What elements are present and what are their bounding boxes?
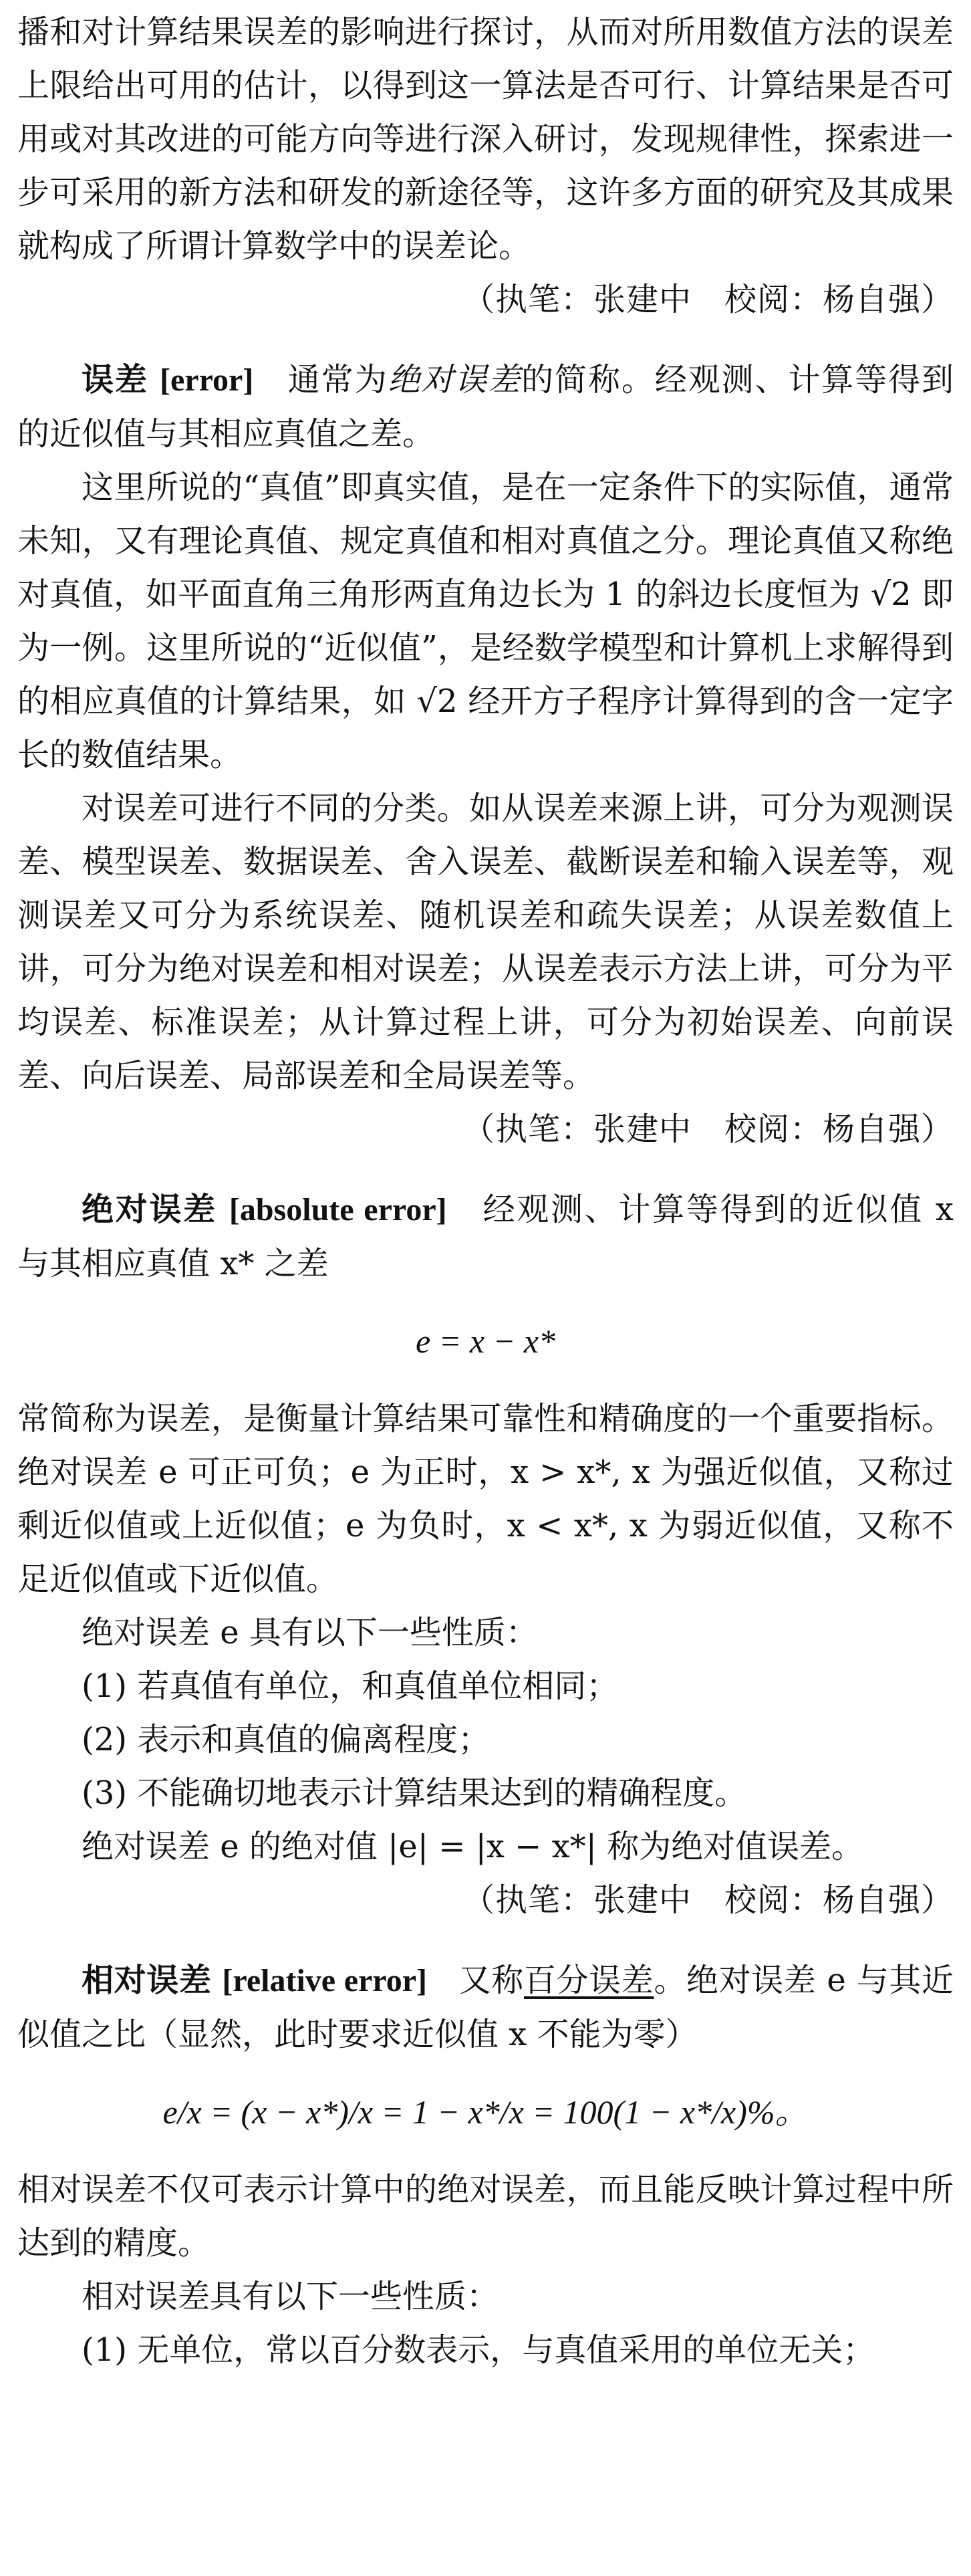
entry-absolute-prop-1: (1) 若真值有单位，和真值单位相同；	[82, 1667, 619, 1705]
entry-error-definition	[17, 353, 954, 461]
entry-absolute-props-intro: 绝对误差 e 具有以下一些性质：	[82, 1614, 538, 1651]
entry-relative-english: [relative error]	[222, 1963, 428, 1998]
entry-error-def-link: 绝对误差	[388, 361, 522, 398]
entry-absolute-prop-2: (2) 表示和真值的偏离程度；	[82, 1721, 491, 1758]
entry-error-def-prefix: 通常为	[287, 361, 388, 398]
entry-error-paragraph-3: 对误差可进行不同的分类。如从误差来源上讲，可分为观测误差、模型误差、数据误差、舍入误差、截断误差和输入误差等，观测误差又可分为系统误差、随机误差和疏失误差；从误差数值上讲，可分为绝对误差和相对误差；从误差表示方法上讲，可分为平均误差、标准误差；从计算过程上讲，可分为初始误差、向前误差、向后误差、局部误差和全局误差等。	[17, 790, 954, 1094]
entry-error-credit: （执笔：张建中 校阅：杨自强）	[462, 1110, 954, 1148]
entry-relative-def-link: 百分误差	[523, 1962, 654, 1999]
entry-relative-prop-1: (1) 无单位，常以百分数表示，与真值采用的单位无关；	[82, 2331, 875, 2369]
entry-relative-def-prefix: 又称	[458, 1962, 524, 1999]
entry-absolute-credit: （执笔：张建中 校阅：杨自强）	[462, 1881, 954, 1919]
intro-credit: （执笔：张建中 校阅：杨自强）	[462, 281, 954, 318]
entry-error-def-rest: 的简称。经观测、计算等得到的近似值与其相应真值之差。	[17, 361, 954, 453]
entry-relative-term: 相对误差	[82, 1962, 212, 1999]
entry-relative-def-rest: 。绝对误差 e 与其近似值之比（显然，此时要求近似值 x 不能为零）	[17, 1962, 954, 2053]
entry-absolute-last: 绝对误差 e 的绝对值 |e| = |x − x*| 称为绝对值误差。	[82, 1828, 864, 1865]
entry-relative-props-intro: 相对误差具有以下一些性质：	[82, 2278, 499, 2315]
entry-error-term: 误差	[82, 361, 148, 398]
entry-relative-definition	[17, 1954, 954, 2061]
entry-absolute-term: 绝对误差	[82, 1191, 217, 1228]
entry-absolute-def: 经观测、计算等得到的近似值 x 与其相应真值 x* 之差	[17, 1191, 954, 1282]
intro-paragraph: 播和对计算结果误差的影响进行探讨，从而对所用数值方法的误差上限给出可用的估计，以得到这一算法是否可行、计算结果是否可用或对其改进的可能方向等进行深入研讨，发现规律性，探索进一步可采用的新方法和研发的新途径等，这许多方面的研究及其成果就构成了所谓计算数学中的误差论。	[17, 13, 954, 265]
entry-absolute-prop-3: (3) 不能确切地表示计算结果达到的精确程度。	[82, 1774, 747, 1812]
entry-relative-paragraph-2: 相对误差不仅可表示计算中的绝对误差，而且能反映计算过程中所达到的精度。	[17, 2171, 954, 2262]
entry-absolute-equation: e = x − x*	[415, 1322, 556, 1360]
entry-error-english: [error]	[159, 362, 254, 398]
entry-absolute-paragraph-2: 常简称为误差，是衡量计算结果可靠性和精确度的一个重要指标。绝对误差 e 可正可负；e 为正时，x > x*, x 为强近似值，又称过剩近似值或上近似值；e 为负时，x < x*, x 为弱近似值，又称不足近似值或下近似值。	[17, 1400, 954, 1598]
entry-absolute-english: [absolute error]	[229, 1192, 447, 1227]
entry-error-paragraph-2: 这里所说的“真值”即真实值，是在一定条件下的实际值，通常未知，又有理论真值、规定真值和相对真值之分。理论真值又称绝对真值，如平面直角三角形两直角边长为 1 的斜边长度恒为 √2 即为一例。这里所说的“近似值”，是经数学模型和计算机上求解得到的相应真值的计算结果，如 √2 经开方子程序计算得到的含一定字长的数值结果。	[17, 469, 954, 774]
entry-absolute-definition	[17, 1183, 954, 1290]
entry-relative-equation: e/x = (x − x*)/x = 1 − x*/x = 100(1 − x*/x)%。	[162, 2093, 809, 2131]
